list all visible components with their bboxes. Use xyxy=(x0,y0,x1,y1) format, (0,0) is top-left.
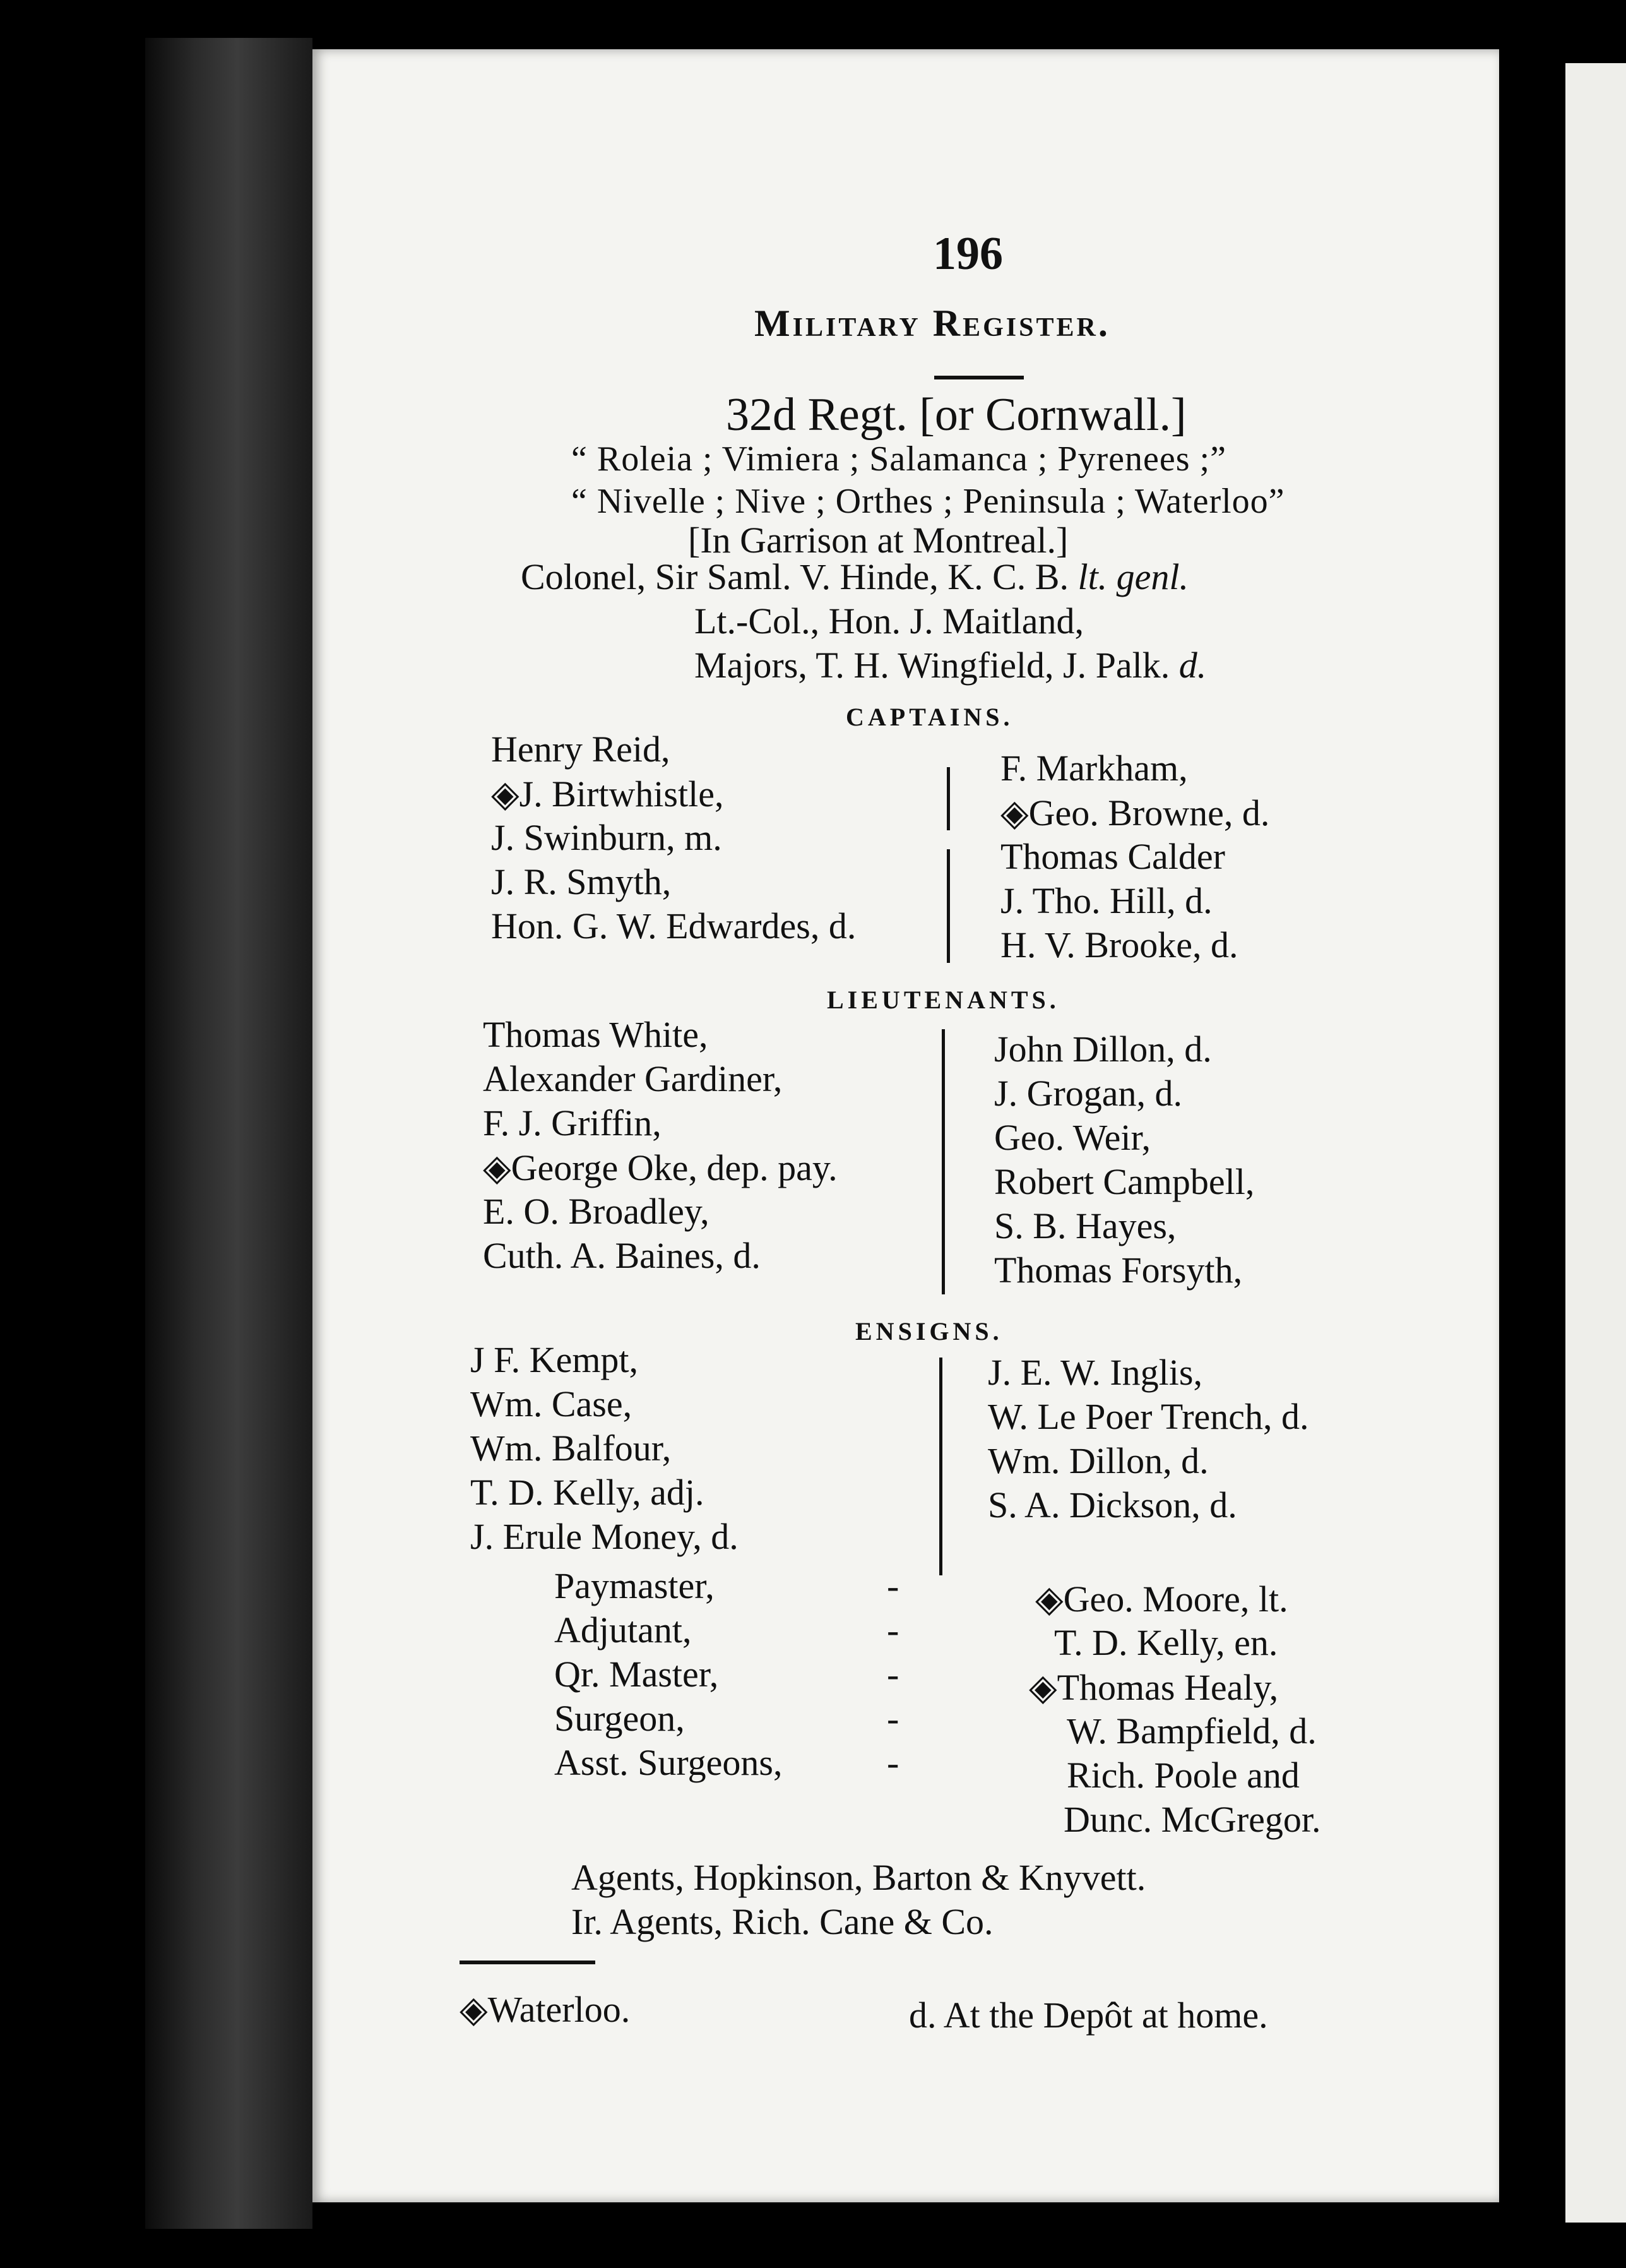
lieutenant-left-2: Alexander Gardiner, xyxy=(483,1058,783,1099)
staff-role-asst-surgeons: Asst. Surgeons, xyxy=(554,1742,783,1783)
staff-dash: - xyxy=(887,1654,899,1695)
majors-names: Majors, T. H. Wingfield, J. Palk. xyxy=(694,645,1170,686)
captain-left-1: Henry Reid, xyxy=(491,729,670,770)
ensign-left-5: J. Erule Money, d. xyxy=(470,1516,739,1557)
column-divider xyxy=(942,1029,945,1294)
staff-name-surgeon: W. Bampfield, d. xyxy=(1067,1710,1317,1752)
agents-line: Agents, Hopkinson, Barton & Knyvett. xyxy=(571,1857,1146,1898)
ensign-left-4: T. D. Kelly, adj. xyxy=(470,1472,704,1513)
staff-name-qr-master: ◈Thomas Healy, xyxy=(1029,1667,1279,1708)
staff-dash: - xyxy=(887,1698,899,1739)
lieutenant-left-3: F. J. Griffin, xyxy=(483,1102,662,1143)
lieutenant-right-1: John Dillon, d. xyxy=(994,1029,1212,1070)
footnote-rule xyxy=(460,1961,595,1964)
captain-right-3: Thomas Calder xyxy=(1000,836,1225,877)
staff-name-asst-surgeons-2: Dunc. McGregor. xyxy=(1064,1799,1321,1840)
lieutenant-left-5: E. O. Broadley, xyxy=(483,1191,709,1232)
column-divider xyxy=(947,849,950,963)
staff-name-adjutant: T. D. Kelly, en. xyxy=(1054,1622,1278,1663)
staff-role-adjutant: Adjutant, xyxy=(554,1609,692,1650)
staff-dash: - xyxy=(887,1565,899,1606)
ensigns-heading: ENSIGNS. xyxy=(855,1317,1003,1346)
captain-left-3: J. Swinburn, m. xyxy=(491,817,722,858)
station: [In Garrison at Montreal.] xyxy=(688,520,1069,561)
staff-role-paymaster: Paymaster, xyxy=(554,1565,715,1606)
ensign-left-3: Wm. Balfour, xyxy=(470,1428,672,1469)
staff-dash: - xyxy=(887,1742,899,1783)
honours-line-1: “ Roleia ; Vimiera ; Salamanca ; Pyrenees ;” xyxy=(571,439,1226,479)
lieutenant-right-4: Robert Campbell, xyxy=(994,1161,1255,1202)
captain-right-5: H. V. Brooke, d. xyxy=(1000,924,1238,965)
lieutenant-left-1: Thomas White, xyxy=(483,1014,708,1055)
lieutenant-right-5: S. B. Hayes, xyxy=(994,1205,1177,1246)
lieutenant-left-4: ◈George Oke, dep. pay. xyxy=(483,1147,838,1188)
colonel-name: Sir Saml. V. Hinde, K. C. B. xyxy=(655,556,1069,597)
colonel-label: Colonel, xyxy=(521,556,646,597)
colonel-line xyxy=(521,556,1189,598)
staff-role-qr-master: Qr. Master, xyxy=(554,1654,719,1695)
lieutenant-right-2: J. Grogan, d. xyxy=(994,1073,1183,1114)
captain-right-4: J. Tho. Hill, d. xyxy=(1000,880,1213,921)
captain-left-2: ◈J. Birtwhistle, xyxy=(491,773,724,815)
regiment-title: 32d Regt. [or Cornwall.] xyxy=(726,389,1187,441)
majors-line xyxy=(694,644,1206,686)
facing-page-edge xyxy=(1565,63,1626,2223)
page-number: 196 xyxy=(933,228,1003,280)
lieutenant-right-3: Geo. Weir, xyxy=(994,1117,1151,1158)
captain-right-2: ◈Geo. Browne, d. xyxy=(1000,792,1270,833)
ensign-right-1: J. E. W. Inglis, xyxy=(988,1352,1202,1393)
captain-left-5: Hon. G. W. Edwardes, d. xyxy=(491,905,857,946)
column-divider xyxy=(947,767,950,830)
footnote-waterloo: ◈Waterloo. xyxy=(460,1989,631,2030)
majors-note: d. xyxy=(1178,645,1207,686)
ensign-right-2: W. Le Poer Trench, d. xyxy=(988,1396,1309,1437)
lieutenants-heading: LIEUTENANTS. xyxy=(827,986,1060,1014)
title-rule xyxy=(934,376,1024,379)
running-title: Military Register. xyxy=(754,302,1110,344)
ensign-left-2: Wm. Case, xyxy=(470,1383,632,1424)
captain-left-4: J. R. Smyth, xyxy=(491,861,672,902)
staff-role-surgeon: Surgeon, xyxy=(554,1698,685,1739)
staff-name-asst-surgeons: Rich. Poole and xyxy=(1067,1755,1300,1796)
honours-line-2: “ Nivelle ; Nive ; Orthes ; Peninsula ; Waterloo” xyxy=(571,482,1285,521)
staff-name-paymaster: ◈Geo. Moore, lt. xyxy=(1035,1579,1288,1620)
captain-right-1: F. Markham, xyxy=(1000,748,1188,789)
staff-dash: - xyxy=(887,1609,899,1650)
ensign-right-4: S. A. Dickson, d. xyxy=(988,1484,1237,1525)
footnote-depot: d. At the Depôt at home. xyxy=(909,1995,1268,2036)
lt-colonel-line: Lt.-Col., Hon. J. Maitland, xyxy=(694,600,1084,642)
lieutenant-right-6: Thomas Forsyth, xyxy=(994,1250,1243,1291)
column-divider xyxy=(939,1358,942,1575)
ensign-right-3: Wm. Dillon, d. xyxy=(988,1440,1209,1481)
ir-agents-line: Ir. Agents, Rich. Cane & Co. xyxy=(571,1901,994,1942)
ensign-left-1: J F. Kempt, xyxy=(470,1339,639,1380)
captains-heading: CAPTAINS. xyxy=(846,703,1014,731)
lieutenant-left-6: Cuth. A. Baines, d. xyxy=(483,1235,761,1276)
colonel-rank: lt. genl. xyxy=(1077,556,1189,597)
book-spine xyxy=(145,38,312,2229)
